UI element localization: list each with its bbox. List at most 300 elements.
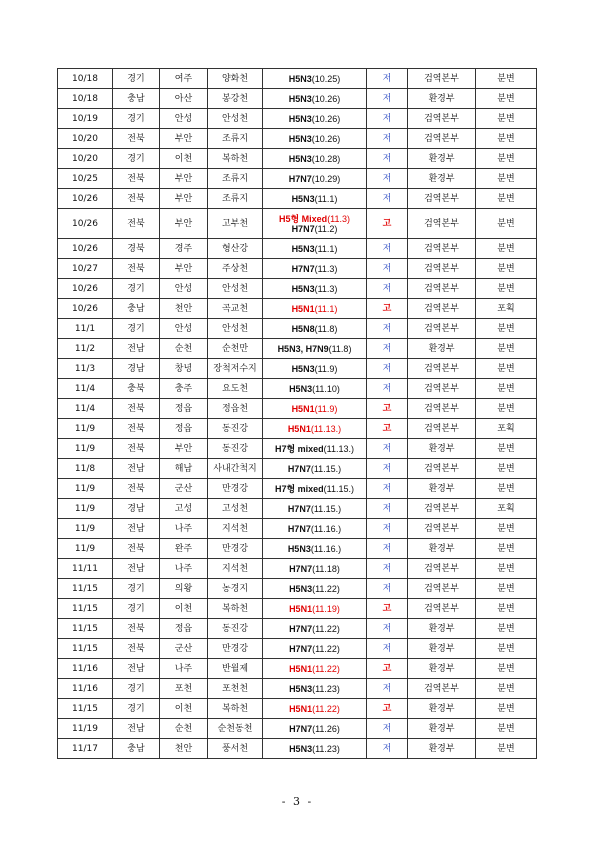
- site-cell: 정읍천: [208, 399, 263, 419]
- city-cell: 안성: [160, 109, 208, 129]
- province-cell: 전북: [113, 419, 160, 439]
- sample-date-cell: 11/9: [58, 419, 113, 439]
- virus-subtype: H7N7: [288, 173, 312, 184]
- site-cell: 조류지: [208, 129, 263, 149]
- site-cell: 순천만: [208, 339, 263, 359]
- site-cell: 순천동천: [208, 719, 263, 739]
- method-cell: 분변: [476, 129, 537, 149]
- pathogenicity-cell: 고: [367, 659, 408, 679]
- method-cell: 분변: [476, 739, 537, 759]
- sample-date-cell: 11/2: [58, 339, 113, 359]
- sample-date-cell: 11/9: [58, 519, 113, 539]
- sample-date-cell: 10/20: [58, 149, 113, 169]
- pathogenicity-cell: 저: [367, 479, 408, 499]
- province-cell: 경남: [113, 359, 160, 379]
- table-row: [58, 299, 537, 319]
- city-cell: 부안: [160, 169, 208, 189]
- province-cell: 경기: [113, 69, 160, 89]
- table-row: [58, 209, 537, 239]
- pathogenicity-cell: 고: [367, 399, 408, 419]
- table-row: [58, 539, 537, 559]
- sample-date-cell: 10/26: [58, 279, 113, 299]
- table-row: [58, 559, 537, 579]
- site-cell: 요도천: [208, 379, 263, 399]
- method-cell: 분변: [476, 339, 537, 359]
- sample-date-cell: 11/9: [58, 499, 113, 519]
- table-row: [58, 419, 537, 439]
- pathogenicity-cell: 고: [367, 699, 408, 719]
- virus-subtype: H5N3: [287, 543, 311, 554]
- province-cell: 경기: [113, 319, 160, 339]
- sample-date-cell: 11/4: [58, 379, 113, 399]
- confirm-date: (11.23): [312, 743, 340, 754]
- surveillance-table: [57, 68, 537, 759]
- table-row: [58, 679, 537, 699]
- method-cell: 분변: [476, 519, 537, 539]
- site-cell: 동진강: [208, 439, 263, 459]
- province-cell: 전남: [113, 719, 160, 739]
- table-row: [58, 359, 537, 379]
- site-cell: 복하천: [208, 599, 263, 619]
- table-row: [58, 499, 537, 519]
- virus-cell: [263, 189, 367, 209]
- confirm-date: (11.19): [312, 603, 340, 614]
- sample-date-cell: 10/27: [58, 259, 113, 279]
- page-number: - 3 -: [281, 795, 314, 808]
- virus-cell: [263, 149, 367, 169]
- pathogenicity-cell: 저: [367, 439, 408, 459]
- site-cell: 지석천: [208, 559, 263, 579]
- virus-cell: [263, 379, 367, 399]
- sample-date-cell: 10/26: [58, 209, 113, 239]
- city-cell: 충주: [160, 379, 208, 399]
- sample-date-cell: 11/19: [58, 719, 113, 739]
- confirm-date: (11.13.): [310, 423, 342, 434]
- virus-cell: [263, 659, 367, 679]
- table-row: [58, 619, 537, 639]
- sample-date-cell: 10/19: [58, 109, 113, 129]
- sample-date-cell: 11/15: [58, 699, 113, 719]
- method-cell: 분변: [476, 559, 537, 579]
- method-cell: 분변: [476, 719, 537, 739]
- city-cell: 이천: [160, 149, 208, 169]
- province-cell: 경북: [113, 239, 160, 259]
- method-cell: 분변: [476, 259, 537, 279]
- method-cell: 분변: [476, 169, 537, 189]
- table-row: [58, 479, 537, 499]
- pathogenicity-cell: 저: [367, 459, 408, 479]
- agency-cell: 환경부: [408, 339, 476, 359]
- method-cell: 분변: [476, 209, 537, 239]
- virus-subtype: H5N3: [291, 363, 315, 374]
- method-cell: 분변: [476, 189, 537, 209]
- confirm-date: (11.15.): [310, 463, 342, 474]
- site-cell: 조류지: [208, 189, 263, 209]
- confirm-date: (11.16.): [310, 543, 342, 554]
- confirm-date: (11.1): [314, 193, 338, 204]
- agency-cell: 환경부: [408, 149, 476, 169]
- sample-date-cell: 11/15: [58, 579, 113, 599]
- province-cell: 전남: [113, 339, 160, 359]
- virus-cell: [263, 639, 367, 659]
- method-cell: 분변: [476, 579, 537, 599]
- pathogenicity-cell: 고: [367, 209, 408, 239]
- province-cell: 전남: [113, 659, 160, 679]
- table-body: [58, 69, 537, 759]
- city-cell: 부안: [160, 259, 208, 279]
- site-cell: 곡교천: [208, 299, 263, 319]
- table-row: [58, 519, 537, 539]
- province-cell: 전남: [113, 559, 160, 579]
- method-cell: 분변: [476, 539, 537, 559]
- confirm-date: (11.22): [312, 643, 340, 654]
- method-cell: 분변: [476, 89, 537, 109]
- agency-cell: 환경부: [408, 659, 476, 679]
- agency-cell: 검역본부: [408, 319, 476, 339]
- method-cell: 분변: [476, 359, 537, 379]
- virus-cell: [263, 89, 367, 109]
- virus-cell: [263, 679, 367, 699]
- confirm-date: (11.1): [314, 303, 338, 314]
- method-cell: 분변: [476, 459, 537, 479]
- pathogenicity-cell: 고: [367, 299, 408, 319]
- virus-subtype: H5N3: [289, 683, 313, 694]
- table-row: [58, 89, 537, 109]
- site-cell: 만경강: [208, 639, 263, 659]
- pathogenicity-cell: 저: [367, 539, 408, 559]
- pathogenicity-cell: 저: [367, 259, 408, 279]
- table-row: [58, 279, 537, 299]
- virus-subtype: H7N7: [289, 623, 313, 634]
- virus-subtype: H5N1: [287, 423, 311, 434]
- province-cell: 전남: [113, 519, 160, 539]
- province-cell: 전남: [113, 459, 160, 479]
- confirm-date: (10.26): [311, 133, 341, 144]
- virus-subtype: H7N7: [287, 523, 311, 534]
- confirm-date: (11.3): [327, 213, 351, 224]
- table-row: [58, 319, 537, 339]
- agency-cell: 검역본부: [408, 679, 476, 699]
- table-row: [58, 659, 537, 679]
- virus-cell: [263, 599, 367, 619]
- sample-date-cell: 10/25: [58, 169, 113, 189]
- virus-cell: [263, 719, 367, 739]
- virus-cell: [263, 109, 367, 129]
- site-cell: 주상천: [208, 259, 263, 279]
- province-cell: 전북: [113, 439, 160, 459]
- pathogenicity-cell: 고: [367, 599, 408, 619]
- confirm-date: (11.26): [312, 723, 340, 734]
- confirm-date: (11.3): [314, 283, 338, 294]
- method-cell: 분변: [476, 399, 537, 419]
- agency-cell: 검역본부: [408, 359, 476, 379]
- virus-subtype: H5형 Mixed: [278, 213, 328, 224]
- virus-cell: [263, 439, 367, 459]
- virus-cell: [263, 209, 367, 239]
- pathogenicity-cell: 저: [367, 279, 408, 299]
- virus-subtype: H5N1: [289, 663, 313, 674]
- virus-subtype: H7N7: [287, 503, 311, 514]
- virus-cell: [263, 699, 367, 719]
- agency-cell: 검역본부: [408, 69, 476, 89]
- confirm-date: (11.22): [312, 583, 340, 594]
- sample-date-cell: 10/26: [58, 299, 113, 319]
- agency-cell: 환경부: [408, 699, 476, 719]
- site-cell: 복하천: [208, 149, 263, 169]
- pathogenicity-cell: 저: [367, 149, 408, 169]
- agency-cell: 환경부: [408, 719, 476, 739]
- province-cell: 전북: [113, 619, 160, 639]
- table-row: [58, 719, 537, 739]
- method-cell: 분변: [476, 679, 537, 699]
- city-cell: 부안: [160, 209, 208, 239]
- table-row: [58, 109, 537, 129]
- confirm-date: (11.18): [312, 563, 340, 574]
- table-row: [58, 129, 537, 149]
- site-cell: 지석천: [208, 519, 263, 539]
- confirm-date: (11.2): [314, 223, 338, 234]
- table-row: [58, 739, 537, 759]
- virus-subtype: H5N3: [289, 383, 313, 394]
- virus-subtype: H5N8: [291, 323, 315, 334]
- province-cell: 경기: [113, 579, 160, 599]
- province-cell: 전북: [113, 169, 160, 189]
- virus-subtype: H7N7: [289, 563, 313, 574]
- method-cell: 포획: [476, 419, 537, 439]
- city-cell: 해남: [160, 459, 208, 479]
- virus-cell: [263, 359, 367, 379]
- pathogenicity-cell: 저: [367, 239, 408, 259]
- city-cell: 경주: [160, 239, 208, 259]
- province-cell: 충남: [113, 89, 160, 109]
- site-cell: 만경강: [208, 479, 263, 499]
- virus-cell: [263, 339, 367, 359]
- agency-cell: 환경부: [408, 479, 476, 499]
- confirm-date: (10.25): [311, 73, 341, 84]
- agency-cell: 검역본부: [408, 599, 476, 619]
- agency-cell: 환경부: [408, 639, 476, 659]
- confirm-date: (11.10): [312, 383, 340, 394]
- agency-cell: 환경부: [408, 539, 476, 559]
- agency-cell: 검역본부: [408, 499, 476, 519]
- province-cell: 전북: [113, 259, 160, 279]
- province-cell: 경기: [113, 679, 160, 699]
- site-cell: 안성천: [208, 319, 263, 339]
- virus-subtype: H5N1: [291, 403, 315, 414]
- method-cell: 분변: [476, 659, 537, 679]
- confirm-date: (11.9): [314, 403, 338, 414]
- method-cell: 분변: [476, 379, 537, 399]
- table-row: [58, 399, 537, 419]
- table-row: [58, 639, 537, 659]
- method-cell: 포획: [476, 499, 537, 519]
- province-cell: 경기: [113, 109, 160, 129]
- sample-date-cell: 10/20: [58, 129, 113, 149]
- virus-cell: [263, 559, 367, 579]
- virus-subtype: H7N7: [289, 643, 313, 654]
- province-cell: 전북: [113, 539, 160, 559]
- sample-date-cell: 11/1: [58, 319, 113, 339]
- city-cell: 나주: [160, 659, 208, 679]
- city-cell: 나주: [160, 559, 208, 579]
- pathogenicity-cell: 저: [367, 379, 408, 399]
- agency-cell: 환경부: [408, 619, 476, 639]
- virus-subtype: H7N7: [289, 723, 313, 734]
- city-cell: 천안: [160, 739, 208, 759]
- site-cell: 복하천: [208, 699, 263, 719]
- table-row: [58, 169, 537, 189]
- method-cell: 분변: [476, 639, 537, 659]
- virus-subtype: H5N1: [289, 703, 313, 714]
- city-cell: 안성: [160, 279, 208, 299]
- site-cell: 봉강천: [208, 89, 263, 109]
- sample-date-cell: 10/18: [58, 89, 113, 109]
- table-row: [58, 69, 537, 89]
- agency-cell: 검역본부: [408, 399, 476, 419]
- virus-subtype: H5N3: [291, 243, 315, 254]
- confirm-date: (11.3): [314, 263, 338, 274]
- site-cell: 동진강: [208, 619, 263, 639]
- method-cell: 포획: [476, 299, 537, 319]
- confirm-date: (11.22): [312, 623, 340, 634]
- virus-cell: [263, 739, 367, 759]
- virus-subtype: H5N3: [288, 93, 312, 104]
- method-cell: 분변: [476, 619, 537, 639]
- virus-subtype: H5N1: [291, 303, 315, 314]
- agency-cell: 환경부: [408, 439, 476, 459]
- method-cell: 분변: [476, 439, 537, 459]
- sample-date-cell: 11/9: [58, 439, 113, 459]
- virus-subtype: H7N7: [287, 463, 311, 474]
- city-cell: 군산: [160, 639, 208, 659]
- agency-cell: 환경부: [408, 169, 476, 189]
- virus-cell: [263, 299, 367, 319]
- site-cell: 조류지: [208, 169, 263, 189]
- city-cell: 정읍: [160, 419, 208, 439]
- city-cell: 부안: [160, 189, 208, 209]
- sample-date-cell: 11/15: [58, 599, 113, 619]
- virus-cell: [263, 239, 367, 259]
- virus-subtype: H7N7: [291, 223, 315, 234]
- province-cell: 전북: [113, 479, 160, 499]
- pathogenicity-cell: 저: [367, 89, 408, 109]
- sample-date-cell: 11/3: [58, 359, 113, 379]
- agency-cell: 검역본부: [408, 129, 476, 149]
- agency-cell: 검역본부: [408, 209, 476, 239]
- city-cell: 천안: [160, 299, 208, 319]
- city-cell: 의왕: [160, 579, 208, 599]
- pathogenicity-cell: 저: [367, 719, 408, 739]
- virus-cell: [263, 319, 367, 339]
- province-cell: 전북: [113, 209, 160, 239]
- virus-subtype: H5N3: [291, 283, 315, 294]
- province-cell: 충남: [113, 739, 160, 759]
- agency-cell: 검역본부: [408, 459, 476, 479]
- site-cell: 안성천: [208, 279, 263, 299]
- city-cell: 아산: [160, 89, 208, 109]
- sample-date-cell: 10/18: [58, 69, 113, 89]
- confirm-date: (11.15.): [310, 503, 342, 514]
- virus-cell: [263, 279, 367, 299]
- city-cell: 정읍: [160, 619, 208, 639]
- pathogenicity-cell: 저: [367, 739, 408, 759]
- confirm-date: (11.9): [314, 363, 338, 374]
- confirm-date: (10.26): [311, 113, 341, 124]
- virus-cell: [263, 69, 367, 89]
- city-cell: 안성: [160, 319, 208, 339]
- sample-date-cell: 11/11: [58, 559, 113, 579]
- virus-subtype: H5N3: [289, 743, 313, 754]
- confirm-date: (11.8): [328, 343, 352, 354]
- site-cell: 고부천: [208, 209, 263, 239]
- virus-subtype: H5N3: [288, 73, 312, 84]
- sample-date-cell: 11/4: [58, 399, 113, 419]
- pathogenicity-cell: 저: [367, 189, 408, 209]
- method-cell: 분변: [476, 109, 537, 129]
- method-cell: 분변: [476, 699, 537, 719]
- agency-cell: 환경부: [408, 739, 476, 759]
- virus-subtype: H5N3: [289, 583, 313, 594]
- virus-subtype: H5N1: [289, 603, 313, 614]
- virus-subtype: H5N3: [288, 113, 312, 124]
- province-cell: 충남: [113, 299, 160, 319]
- pathogenicity-cell: 저: [367, 499, 408, 519]
- virus-subtype: H7N7: [291, 263, 315, 274]
- pathogenicity-cell: 저: [367, 639, 408, 659]
- province-cell: 경기: [113, 279, 160, 299]
- virus-cell: [263, 619, 367, 639]
- method-cell: 분변: [476, 479, 537, 499]
- agency-cell: 검역본부: [408, 109, 476, 129]
- virus-subtype: H7형 mixed: [274, 443, 324, 454]
- virus-cell: [263, 479, 367, 499]
- sample-date-cell: 11/15: [58, 619, 113, 639]
- table-row: [58, 699, 537, 719]
- pathogenicity-cell: 저: [367, 679, 408, 699]
- agency-cell: 검역본부: [408, 579, 476, 599]
- table-row: [58, 259, 537, 279]
- pathogenicity-cell: 저: [367, 619, 408, 639]
- method-cell: 분변: [476, 599, 537, 619]
- virus-cell: [263, 399, 367, 419]
- city-cell: 나주: [160, 519, 208, 539]
- city-cell: 창녕: [160, 359, 208, 379]
- virus-cell: [263, 499, 367, 519]
- city-cell: 고성: [160, 499, 208, 519]
- virus-subtype: H5N3, H7N9: [277, 343, 329, 354]
- province-cell: 전북: [113, 399, 160, 419]
- pathogenicity-cell: 저: [367, 559, 408, 579]
- virus-subtype: H5N3: [288, 133, 312, 144]
- province-cell: 전북: [113, 639, 160, 659]
- table-row: [58, 439, 537, 459]
- table-row: [58, 339, 537, 359]
- confirm-date: (11.23): [312, 683, 340, 694]
- method-cell: 분변: [476, 279, 537, 299]
- city-cell: 부안: [160, 129, 208, 149]
- pathogenicity-cell: 고: [367, 419, 408, 439]
- city-cell: 이천: [160, 699, 208, 719]
- sample-date-cell: 11/8: [58, 459, 113, 479]
- city-cell: 정읍: [160, 399, 208, 419]
- city-cell: 포천: [160, 679, 208, 699]
- pathogenicity-cell: 저: [367, 109, 408, 129]
- sample-date-cell: 11/9: [58, 539, 113, 559]
- confirm-date: (11.22): [312, 703, 340, 714]
- city-cell: 군산: [160, 479, 208, 499]
- virus-cell: [263, 459, 367, 479]
- virus-cell: [263, 539, 367, 559]
